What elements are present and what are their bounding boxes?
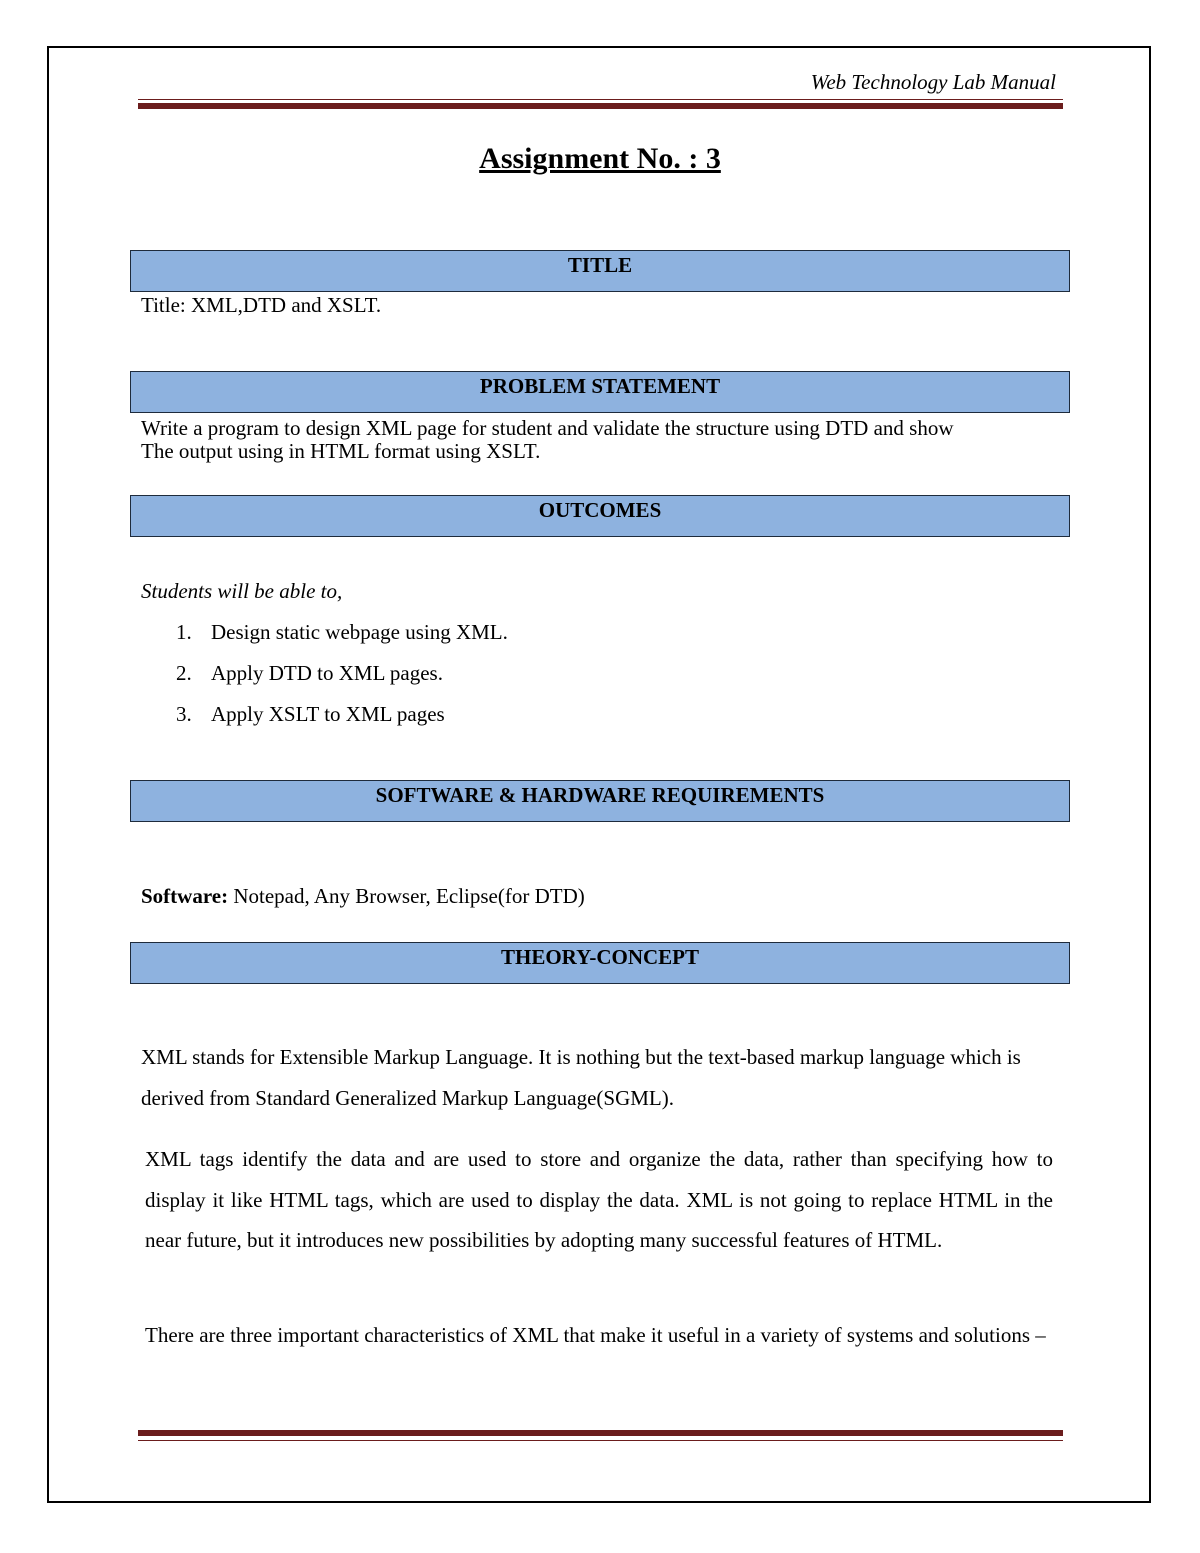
header-rule-thin: [138, 99, 1063, 100]
outcome-text: Apply DTD to XML pages.: [211, 661, 443, 685]
running-header: Web Technology Lab Manual: [810, 70, 1056, 94]
theory-paragraph-3: There are three important characteristics of XML that make it useful in a variety of systems and solutions –: [145, 1323, 1046, 1347]
title-text: Title: XML,DTD and XSLT.: [141, 293, 382, 317]
outcomes-list: [176, 620, 508, 743]
outcomes-section-bar: OUTCOMES: [130, 495, 1070, 537]
outcome-text: Apply XSLT to XML pages: [211, 702, 445, 726]
theory-paragraph-2: XML tags identify the data and are used to store and organize the data, rather than specifying how to display it like HTML tags, which are used to display the data. XML is not going to replace HTML in the near future, but it introduces new possibilities by adopting many successful features of HTML.: [145, 1147, 1053, 1252]
software-line: [141, 885, 585, 908]
outcome-item: [176, 620, 508, 661]
outcome-item: [176, 702, 508, 743]
outcome-number: 3.: [176, 702, 192, 726]
assignment-title: Assignment No. : 3: [479, 142, 721, 175]
requirements-section-bar: SOFTWARE & HARDWARE REQUIREMENTS: [130, 780, 1070, 822]
theory-section-bar: THEORY-CONCEPT: [130, 942, 1070, 984]
footer-rule-thin: [138, 1440, 1063, 1441]
outcome-text: Design static webpage using XML.: [211, 620, 508, 644]
problem-statement-section-bar: PROBLEM STATEMENT: [130, 371, 1070, 413]
header-rule-thick: [138, 103, 1063, 109]
title-section-bar: TITLE: [130, 250, 1070, 292]
outcome-number: 2.: [176, 661, 192, 685]
software-label: Software:: [141, 884, 229, 908]
problem-statement-line-2: The output using in HTML format using XSLT.: [141, 439, 541, 463]
problem-statement-line-1: Write a program to design XML page for student and validate the structure using DTD and show: [141, 416, 954, 440]
theory-paragraph-1: XML stands for Extensible Markup Language. It is nothing but the text-based markup language which is derived from Standard Generalized Markup Language(SGML).: [141, 1045, 1021, 1110]
outcomes-intro: Students will be able to,: [141, 579, 343, 603]
software-value: Notepad, Any Browser, Eclipse(for DTD): [228, 884, 585, 908]
outcome-number: 1.: [176, 620, 192, 644]
outcome-item: [176, 661, 508, 702]
footer-rule-thick: [138, 1430, 1063, 1436]
